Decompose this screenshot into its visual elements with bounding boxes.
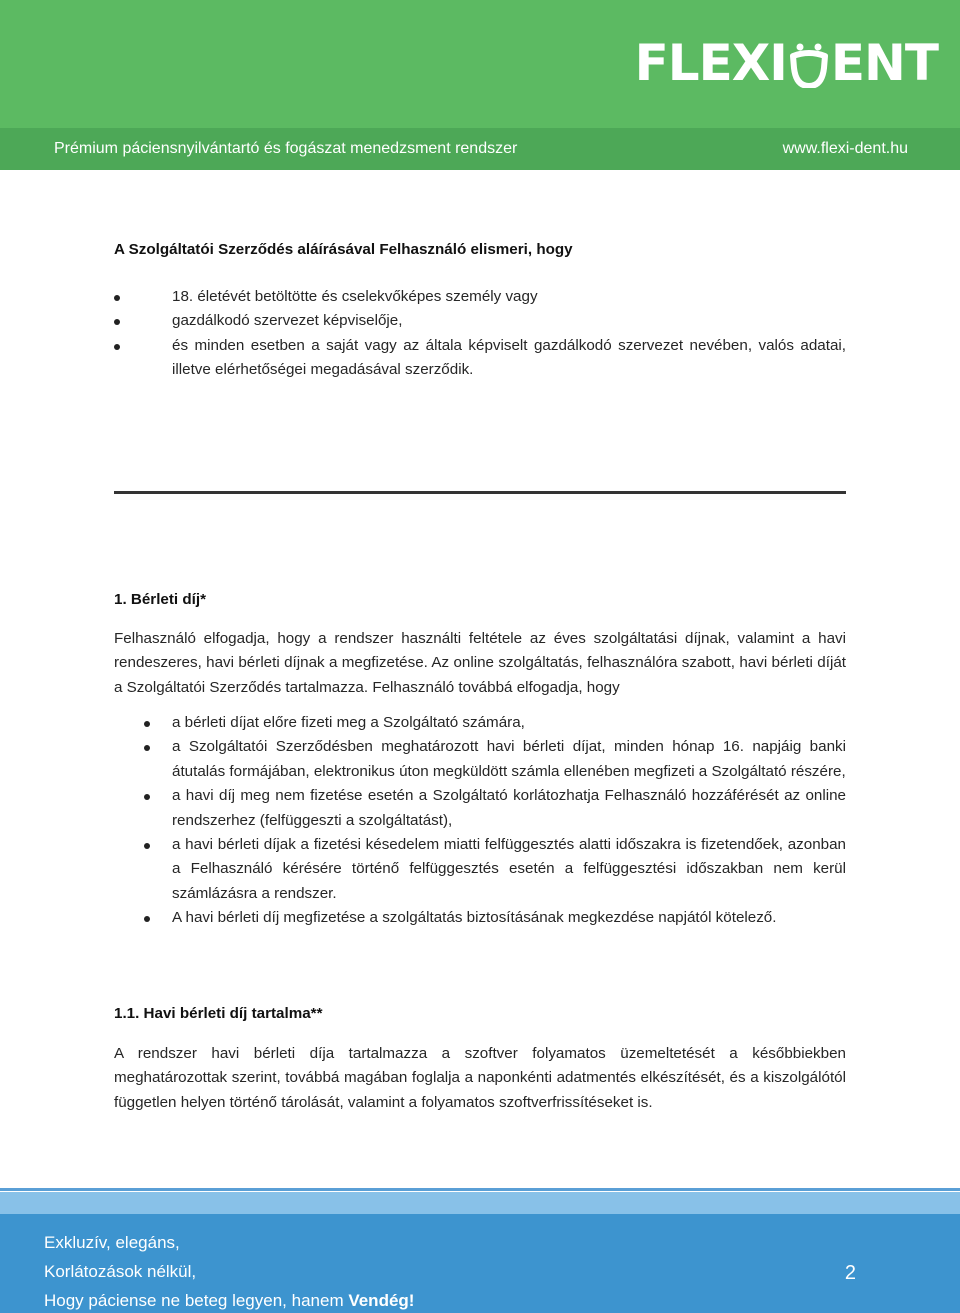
header-banner xyxy=(0,0,960,128)
section-1-1 xyxy=(114,1002,846,1026)
section-1 xyxy=(114,588,846,612)
bullet-icon xyxy=(114,344,120,350)
section-1-paragraph: Felhasználó elfogadja, hogy a rendszer használti feltétele az éves szolgáltatási díjnak, valamint a havi rendeszeres, havi bérleti díjnak a megfizetése. Az online szolgáltatás, felhasználóra szabott, havi bérleti díját a Szolgáltatói Szerződés tartalmazza. Felhasználó továbbá elfogadja, hogy xyxy=(114,630,846,696)
header-tagline-bar xyxy=(0,128,960,170)
section-divider xyxy=(114,491,846,494)
bullet-icon xyxy=(144,843,150,849)
footer-stripe xyxy=(0,1192,960,1214)
footer-line-3 xyxy=(44,1291,414,1311)
page-number: 2 xyxy=(844,1262,856,1284)
section-1-1-heading: 1.1. Havi bérleti díj tartalma** xyxy=(114,1005,323,1022)
footer xyxy=(0,1214,960,1313)
footer-line-1: Exkluzív, elegáns, xyxy=(44,1233,180,1252)
intro-list-wrap xyxy=(114,285,846,383)
list-item: gazdálkodó szervezet képviselője, xyxy=(114,309,846,333)
flexident-logo xyxy=(635,34,938,92)
list-item: és minden esetben a saját vagy az általa képviselt gazdálkodó szervezet nevében, valós adatai, illetve elérhetőségei megadásával szerződik. xyxy=(114,334,846,383)
list-item: a havi bérleti díjak a fizetési késedelem miatti felfüggesztés alatti időszakra is fizetendőek, azonban a Felhasználó kérésére történő felfüggesztés esetén a felfüggesztési időszakban nem kerül számlázásra a rendszer. xyxy=(114,833,846,906)
bullet-icon xyxy=(114,295,120,301)
tooth-icon xyxy=(789,42,829,88)
logo-text-left: FLEXI xyxy=(634,34,787,92)
logo-text-right: ENT xyxy=(830,34,938,92)
list-item: A havi bérleti díj megfizetése a szolgáltatás biztosításának megkezdése napjától kötelező. xyxy=(114,906,846,930)
footer-line-2: Korlátozások nélkül, xyxy=(44,1262,197,1281)
bullet-icon xyxy=(144,794,150,800)
bullet-icon xyxy=(144,721,150,727)
intro-list xyxy=(114,285,846,383)
footer-line-3-bold: Vendég! xyxy=(348,1291,415,1310)
intro-section xyxy=(114,238,846,262)
intro-heading: A Szolgáltatói Szerződés aláírásával Felhasználó elismeri, hogy xyxy=(114,241,573,258)
section-1-list-wrap xyxy=(114,711,846,931)
list-item: a havi díj meg nem fizetése esetén a Szolgáltató korlátozhatja Felhasználó hozzáférését az online rendszerhez (felfüggeszti a szolgáltatást), xyxy=(114,784,846,833)
header-tagline: Prémium páciensnyilvántartó és fogászat menedzsment rendszer xyxy=(54,140,518,157)
bullet-icon xyxy=(144,745,150,751)
list-item: a bérleti díjat előre fizeti meg a Szolgáltató számára, xyxy=(114,711,846,735)
section-1-heading: 1. Bérleti díj* xyxy=(114,591,207,608)
list-item: a Szolgáltatói Szerződésben meghatározott havi bérleti díjat, minden hónap 16. napjáig banki átutalás formájában, elektronikus úton megküldött számla ellenében megfizeti a Szolgáltató részére, xyxy=(114,735,846,784)
bullet-icon xyxy=(114,319,120,325)
footer-top-line xyxy=(0,1188,960,1191)
list-item: 18. életévét betöltötte és cselekvőképes személy vagy xyxy=(114,285,846,309)
section-1-1-paragraph: A rendszer havi bérleti díja tartalmazza a szoftver folyamatos üzemeltetését a későbbiekben meghatározottak szerint, továbbá magában foglalja a naponkénti adatmentés elkészítését, és a kiszolgálótól független helyen történő tárolását, valamint a folyamatos szoftverfrissítéseket is. xyxy=(114,1045,846,1111)
bullet-icon xyxy=(144,916,150,922)
footer-line-3-prefix: Hogy páciense ne beteg legyen, hanem xyxy=(44,1291,349,1310)
header-website-link[interactable]: www.flexi-dent.hu xyxy=(782,140,908,157)
section-1-list xyxy=(114,711,846,931)
